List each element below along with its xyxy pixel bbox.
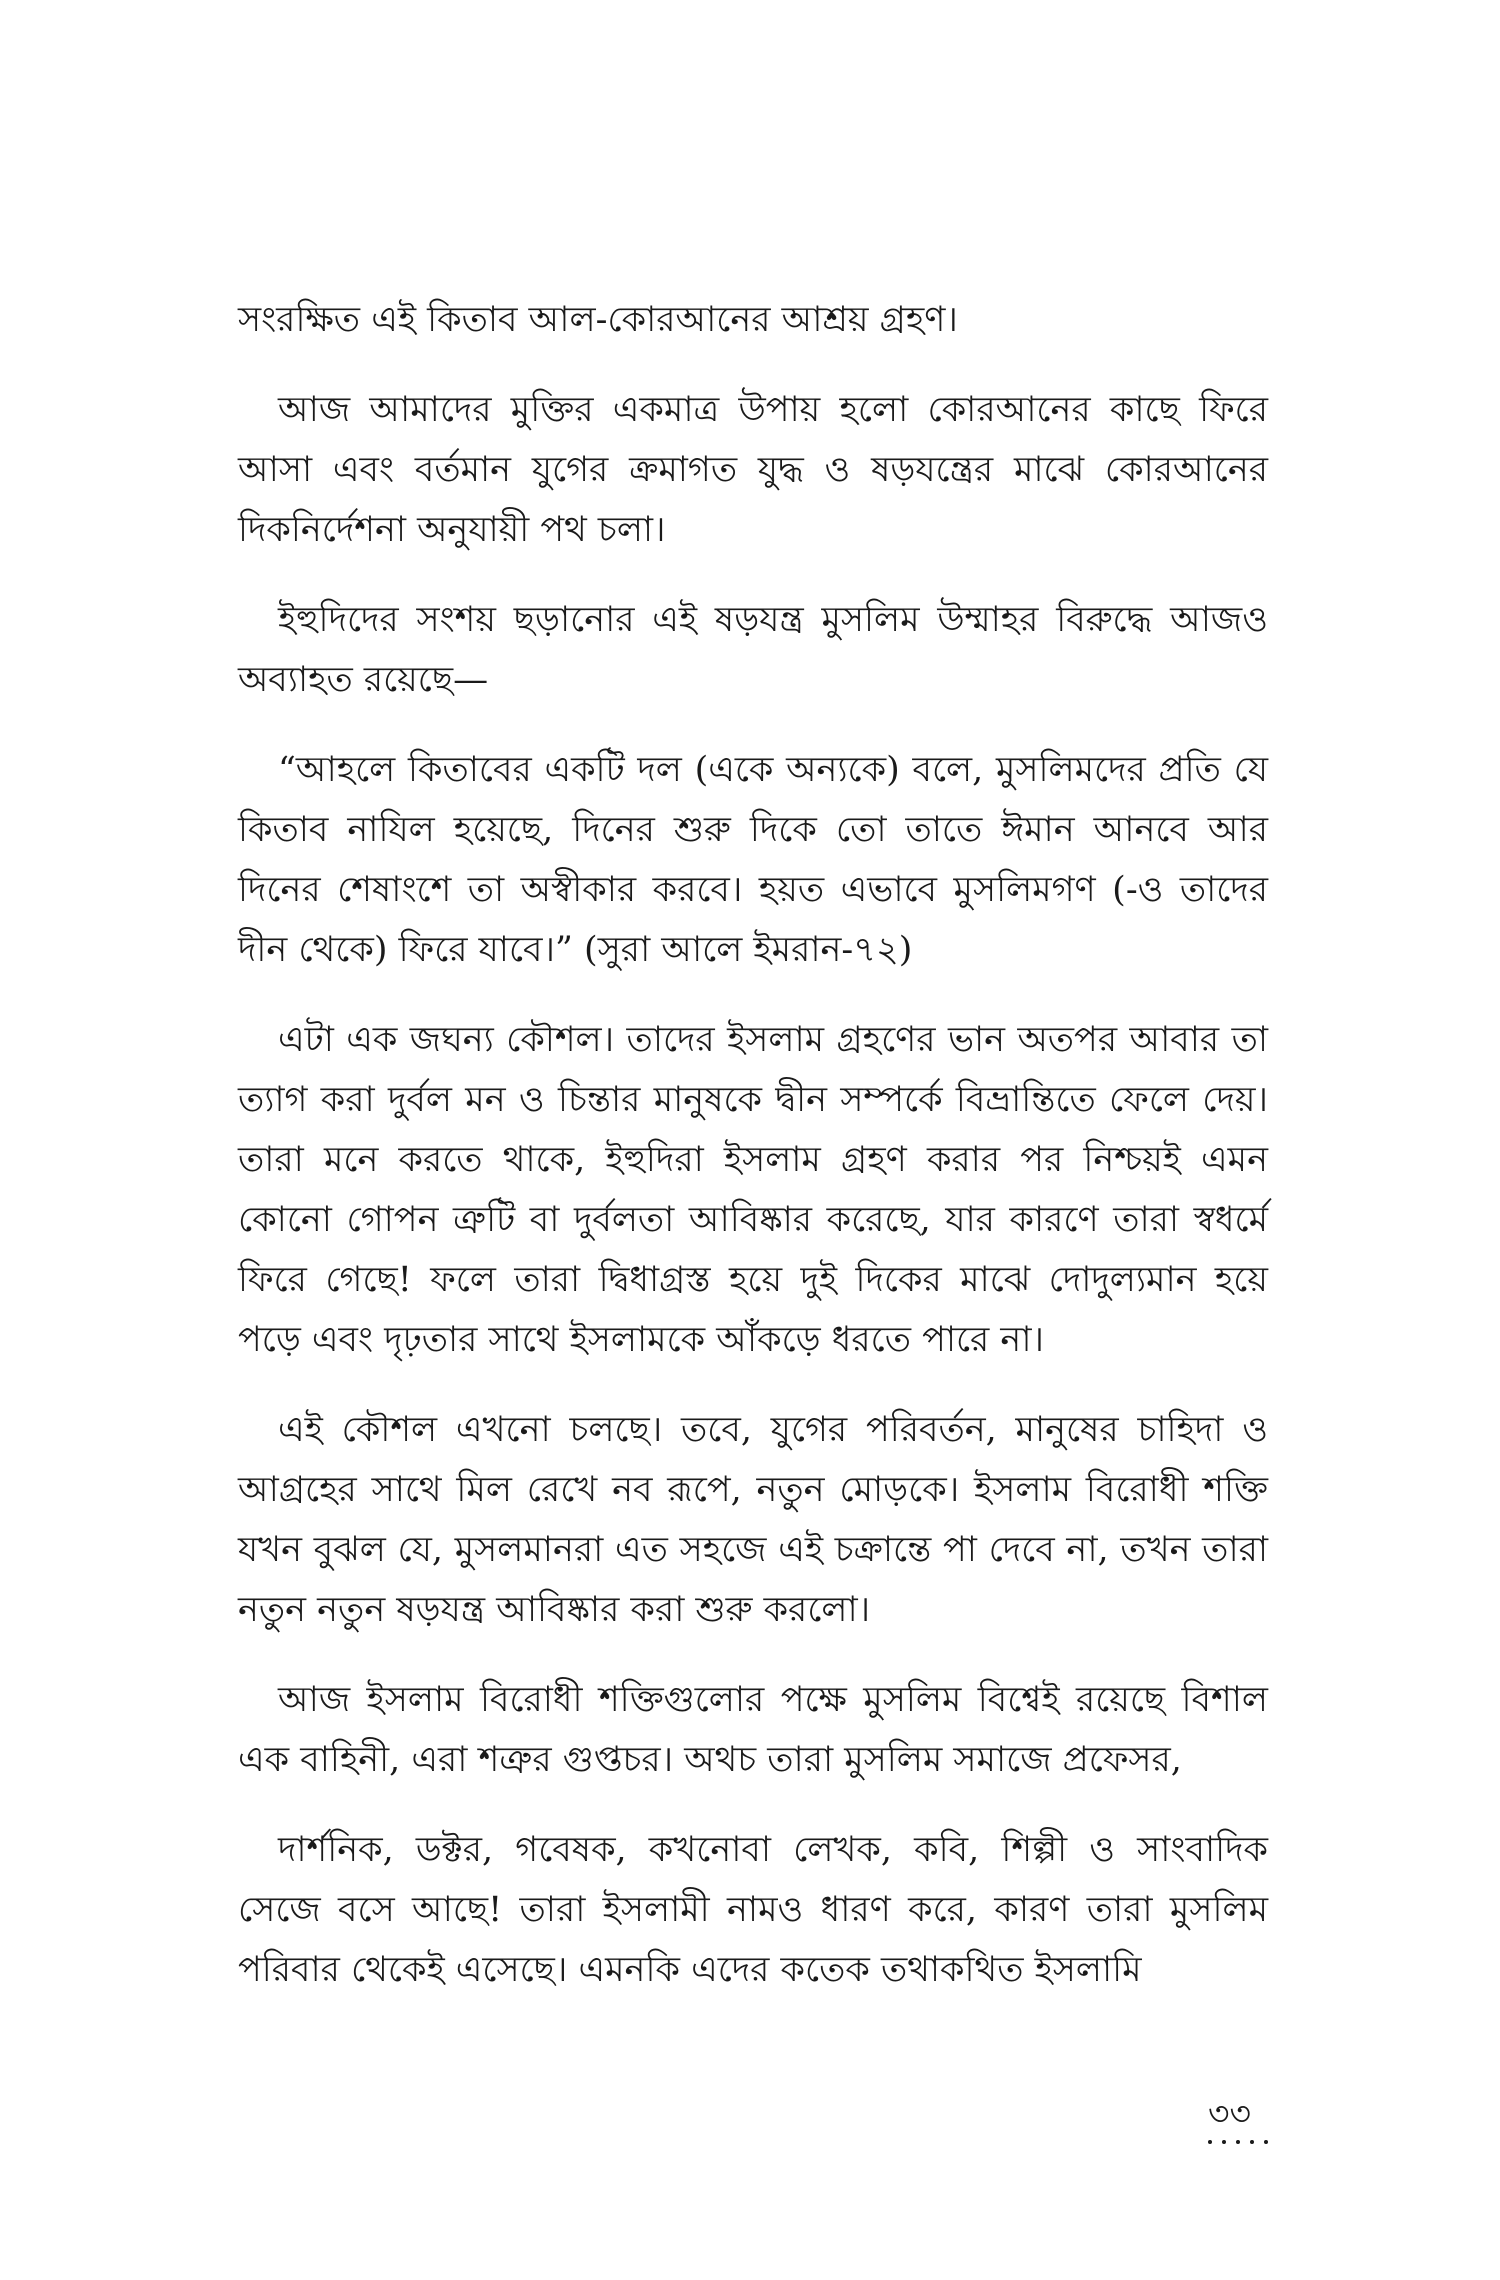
dot: [1264, 2140, 1268, 2144]
paragraph-6: এই কৌশল এখনো চলছে। তবে, যুগের পরিবর্তন, মানুষের চাহিদা ও আগ্রহের সাথে মিল রেখে নব রূপে, নতুন মোড়কে। ইসলাম বিরোধী শক্তি যখন বুঝল যে, মুসলমানরা এত সহজে এই চক্রান্তে পা দেবে না, তখন তারা নতুন নতুন ষড়যন্ত্র আবিষ্কার করা শুরু করলো।: [238, 1410, 1268, 1630]
dot: [1250, 2140, 1254, 2144]
paragraph-1: সংরক্ষিত এই কিতাব আল-কোরআনের আশ্রয় গ্রহণ।: [238, 300, 958, 340]
page-number: ৩৩: [1208, 2094, 1251, 2133]
page-body: [238, 290, 1268, 2030]
paragraph-2: আজ আমাদের মুক্তির একমাত্র উপায় হলো কোরআনের কাছে ফিরে আসা এবং বর্তমান যুগের ক্রমাগত যুদ্ধ ও ষড়যন্ত্রের মাঝে কোরআনের দিকনির্দেশনা অনুযায়ী পথ চলা।: [238, 390, 1268, 550]
paragraph-5: এটা এক জঘন্য কৌশল। তাদের ইসলাম গ্রহণের ভান অতপর আবার তা ত্যাগ করা দুর্বল মন ও চিন্তার মানুষকে দ্বীন সম্পর্কে বিভ্রান্তিতে ফেলে দেয়। তারা মনে করতে থাকে, ইহুদিরা ইসলাম গ্রহণ করার পর নিশ্চয়ই এমন কোনো গোপন ত্রুটি বা দুর্বলতা আবিষ্কার করেছে, যার কারণে তারা স্বধর্মে ফিরে গেছে! ফলে তারা দ্বিধাগ্রস্ত হয়ে দুই দিকের মাঝে দোদুল্যমান হয়ে পড়ে এবং দৃঢ়তার সাথে ইসলামকে আঁকড়ে ধরতে পারে না।: [238, 1020, 1268, 1360]
paragraph-4-quote: “আহলে কিতাবের একটি দল (একে অন্যকে) বলে, মুসলিমদের প্রতি যে কিতাব নাযিল হয়েছে, দিনের শুরু দিকে তো তাতে ঈমান আনবে আর দিনের শেষাংশে তা অস্বীকার করবে। হয়ত এভাবে মুসলিমগণ (-ও তাদের দীন থেকে) ফিরে যাবে।” (সুরা আলে ইমরান-৭২): [238, 750, 1268, 970]
dot: [1222, 2140, 1226, 2144]
dot: [1208, 2140, 1212, 2144]
paragraph-7: আজ ইসলাম বিরোধী শক্তিগুলোর পক্ষে মুসলিম বিশ্বেই রয়েছে বিশাল এক বাহিনী, এরা শত্রুর গুপ্তচর। অথচ তারা মুসলিম সমাজে প্রফেসর,: [238, 1680, 1268, 1780]
paragraph-3: ইহুদিদের সংশয় ছড়ানোর এই ষড়যন্ত্র মুসলিম উম্মাহর বিরুদ্ধে আজও অব্যাহত রয়েছে—: [238, 600, 1268, 700]
dot: [1236, 2140, 1240, 2144]
page-number-dots: [1208, 2140, 1268, 2146]
paragraph-8: দার্শনিক, ডক্টর, গবেষক, কখনোবা লেখক, কবি, শিল্পী ও সাংবাদিক সেজে বসে আছে! তারা ইসলামী নামও ধারণ করে, কারণ তারা মুসলিম পরিবার থেকেই এসেছে। এমনকি এদের কতেক তথাকথিত ইসলামি: [238, 1830, 1268, 1990]
